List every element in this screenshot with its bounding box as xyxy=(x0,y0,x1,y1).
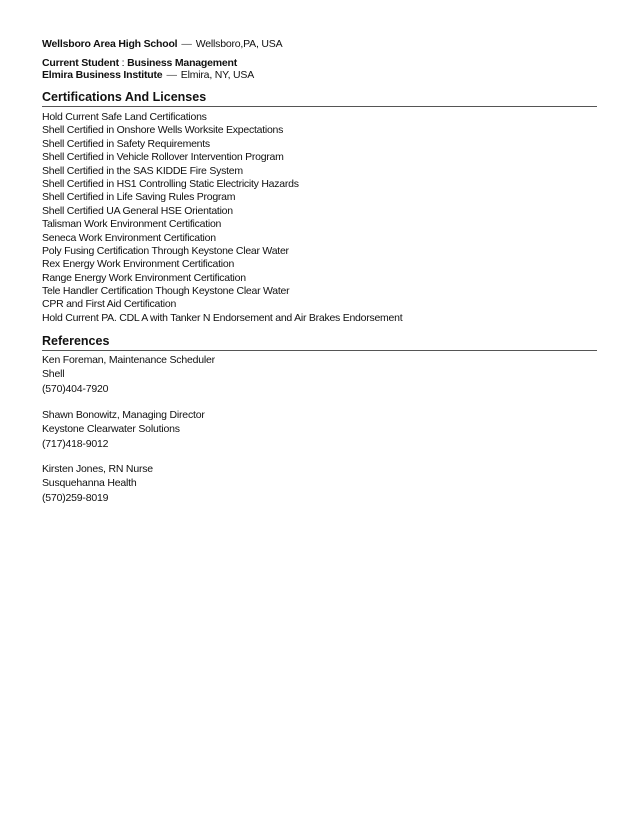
reference-entry xyxy=(42,354,215,396)
reference-company: Keystone Clearwater Solutions xyxy=(42,422,180,435)
reference-company: Susquehanna Health xyxy=(42,476,137,489)
list-item: Shell Certified in Onshore Wells Worksite Expectations xyxy=(42,124,284,137)
list-item: Shell Certified in the SAS KIDDE Fire System xyxy=(42,164,243,177)
list-item: Talisman Work Environment Certification xyxy=(42,218,222,231)
certifications-heading: Certifications And Licenses xyxy=(42,90,597,107)
status-label: Current Student xyxy=(42,57,119,69)
list-item: Shell Certified in Vehicle Rollover Intervention Program xyxy=(42,151,284,164)
reference-name: Kirsten Jones, RN Nurse xyxy=(42,463,153,475)
status-program: Business Management xyxy=(127,57,238,69)
list-item: Rex Energy Work Environment Certification xyxy=(42,258,235,271)
reference-entry xyxy=(42,463,153,505)
list-item: Range Energy Work Environment Certification xyxy=(42,271,246,284)
school-2-name: Elmira Business Institute xyxy=(42,69,163,81)
reference-phone: (570)259-8019 xyxy=(42,491,109,504)
reference-name: Ken Foreman, Maintenance Scheduler xyxy=(42,354,215,366)
education-school-2 xyxy=(42,69,254,82)
school-2-separator: — xyxy=(166,69,177,81)
list-item: CPR and First Aid Certification xyxy=(42,298,177,311)
list-item: Shell Certified in Life Saving Rules Program xyxy=(42,191,236,204)
status-colon: : xyxy=(121,57,125,69)
reference-company: Shell xyxy=(42,367,65,380)
school-2-location: Elmira, NY, USA xyxy=(180,69,255,81)
list-item: Hold Current PA. CDL A with Tanker N Endorsement and Air Brakes Endorsement xyxy=(42,311,403,324)
reference-name: Shawn Bonowitz, Managing Director xyxy=(42,409,205,421)
list-item: Tele Handler Certification Though Keystone Clear Water xyxy=(42,285,290,298)
certifications-list xyxy=(42,111,402,325)
reference-entry xyxy=(42,409,205,451)
school-1-name: Wellsboro Area High School xyxy=(42,38,178,50)
reference-phone: (570)404-7920 xyxy=(42,382,109,395)
reference-phone: (717)418-9012 xyxy=(42,437,109,450)
education-school-1 xyxy=(42,38,282,51)
references-heading: References xyxy=(42,334,597,351)
list-item: Seneca Work Environment Certification xyxy=(42,231,216,244)
list-item: Shell Certified in Safety Requirements xyxy=(42,137,210,150)
school-1-separator: — xyxy=(181,38,192,50)
list-item: Poly Fusing Certification Through Keystone Clear Water xyxy=(42,244,289,257)
list-item: Hold Current Safe Land Certifications xyxy=(42,111,207,123)
list-item: Shell Certified UA General HSE Orientation xyxy=(42,204,233,217)
school-1-location: Wellsboro,PA, USA xyxy=(195,38,283,50)
list-item: Shell Certified in HS1 Controlling Static Electricity Hazards xyxy=(42,177,299,190)
